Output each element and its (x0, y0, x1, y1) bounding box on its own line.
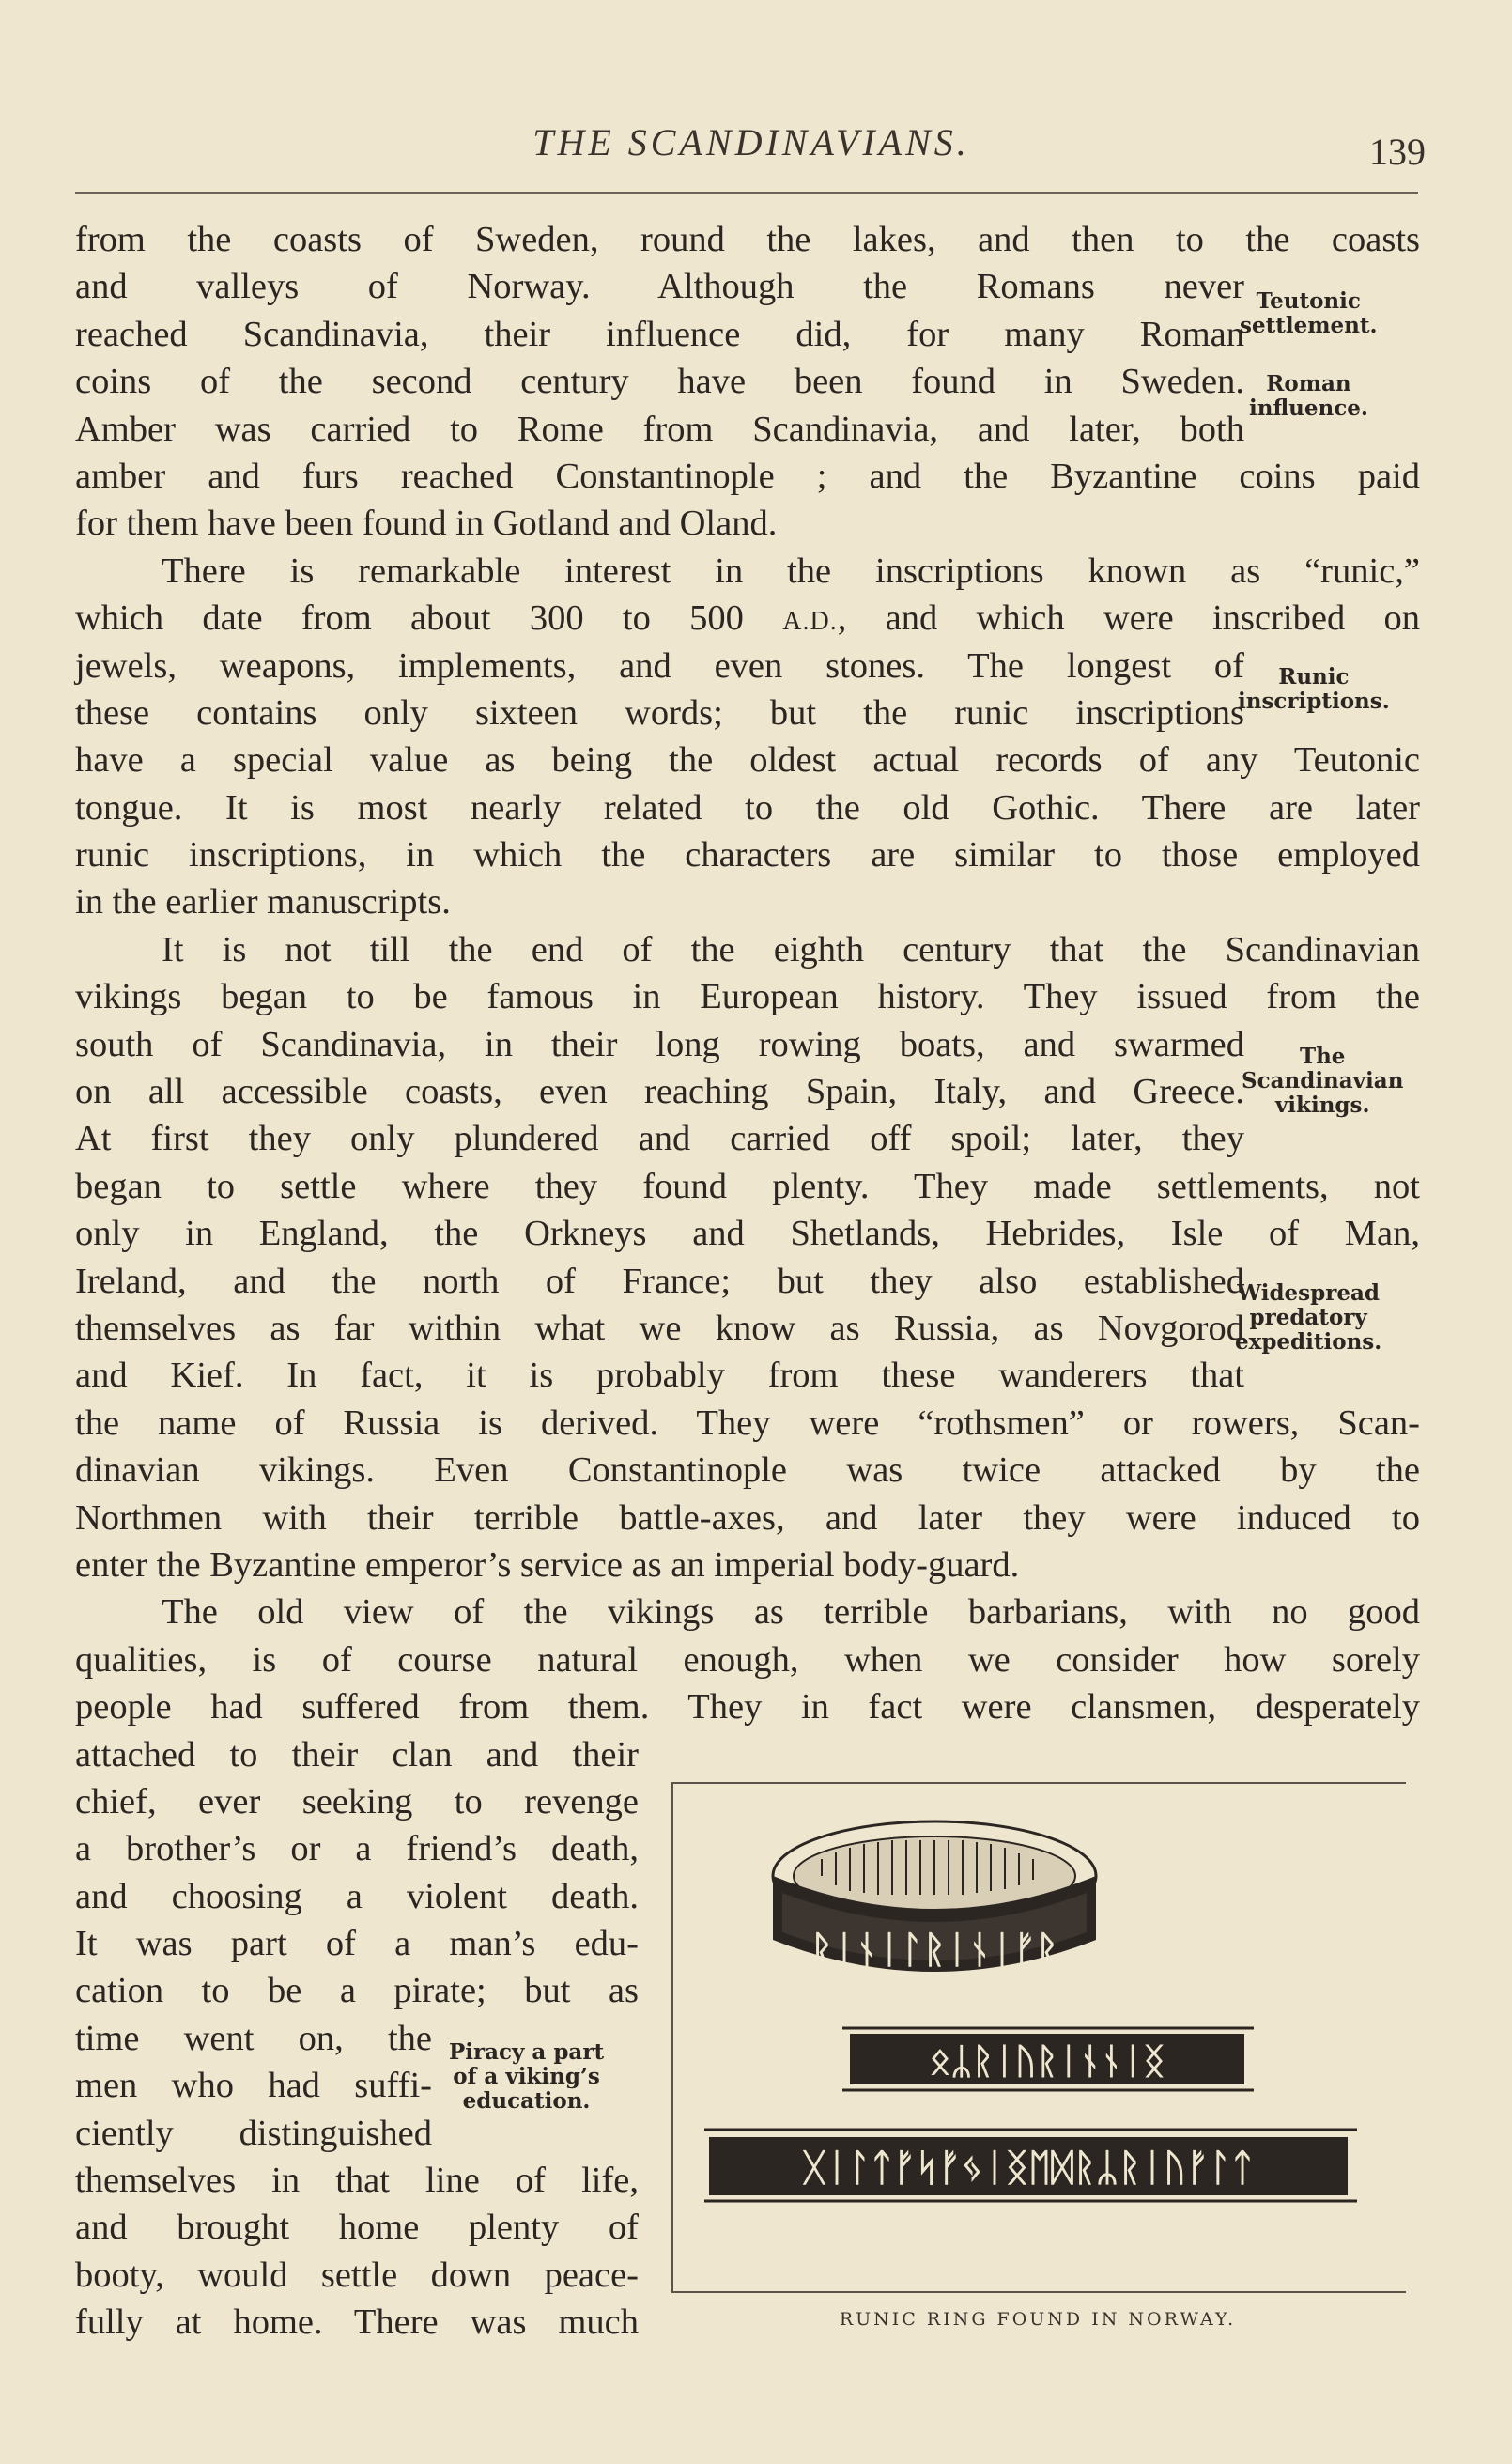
side-note-line: vikings. (1274, 1093, 1370, 1118)
body-line: dinavian vikings. Even Constantinople was twice attacked by the (75, 1450, 1420, 1491)
side-note-line: inscriptions. (1238, 689, 1390, 714)
body-line (75, 595, 1420, 642)
body-line: cation to be a pirate; but as (75, 1971, 639, 2011)
body-line: the name of Russia is derived. They were “rothsmen” or rowers, Scan- (75, 1402, 1420, 1443)
body-line: At first they only plundered and carried off spoil; later, they (75, 1119, 1244, 1159)
body-line: chief, ever seeking to revenge (75, 1781, 639, 1821)
body-line: There is remarkable interest in the inscriptions known as “runic,” (162, 550, 1420, 591)
side-note-line: education. (462, 2088, 591, 2114)
body-line: fully at home. There was much (75, 2302, 639, 2343)
running-title: THE SCANDINAVIANS. (532, 121, 970, 163)
side-note-line: Roman (1266, 371, 1351, 396)
side-note-line: Widespread (1237, 1280, 1380, 1306)
side-note-line: predatory (1249, 1305, 1367, 1330)
body-line: people had suffered from them. They in fact were clansmen, desperately (75, 1687, 1420, 1728)
header-rule (75, 192, 1418, 194)
body-line: these contains only sixteen words; but the runic inscriptions (75, 692, 1244, 733)
body-line: vikings began to be famous in European history. They issued from the (75, 977, 1420, 1017)
ring-band-runes: ᚱᛁᚾᛁᛚᚱᛁᚾᛁᚠᚱ (810, 1929, 1058, 1972)
side-note-line: settlement. (1240, 313, 1378, 338)
side-note-line: Teutonic (1256, 288, 1361, 314)
body-line: ciently distinguished (75, 2113, 432, 2153)
body-line: Northmen with their terrible battle-axes, and later they were induced to (75, 1497, 1420, 1538)
side-note-vikings (1242, 1045, 1403, 1118)
body-line: themselves in that line of life, (75, 2161, 639, 2201)
figure-caption: RUNIC RING FOUND IN NORWAY. (839, 2309, 1237, 2330)
body-line: and choosing a violent death. (75, 1876, 639, 1916)
ring-engraving (773, 1821, 1096, 1972)
side-note-line: Runic (1278, 664, 1350, 690)
body-line: men who had suffi- (75, 2066, 432, 2106)
body-line: enter the Byzantine emperor’s service as an imperial body-guard. (75, 1544, 1020, 1585)
body-line: have a special value as being the oldest actual records of any Teutonic (75, 740, 1420, 781)
body-line: Amber was carried to Rome from Scandinavia, and later, both (75, 409, 1244, 449)
body-line: jewels, weapons, implements, and even stones. The longest of (75, 645, 1244, 686)
page-number: 139 (1369, 131, 1426, 173)
runic-ring-illustration (671, 1782, 1404, 2289)
body-line: reached Scandinavia, their influence did, for many Roman (75, 314, 1244, 354)
body-line: for them have been found in Gotland and Oland. (75, 504, 778, 544)
side-note-roman (1249, 372, 1368, 421)
side-note-line: expeditions. (1235, 1329, 1382, 1355)
body-line: and brought home plenty of (75, 2208, 639, 2248)
body-line: from the coasts of Sweden, round the lakes, and then to the coasts (75, 220, 1420, 259)
body-line: time went on, the (75, 2018, 432, 2058)
small-caps-ad: A.D. (782, 607, 838, 637)
body-line: Ireland, and the north of France; but they also established (75, 1261, 1244, 1301)
body-line: south of Scandinavia, in their long rowing boats, and swarmed (75, 1024, 1244, 1064)
body-line: attached to their clan and their (75, 1734, 639, 1774)
side-note-line: Piracy a part (449, 2039, 605, 2065)
body-line: It was part of a man’s edu- (75, 1924, 639, 1964)
side-note-line: of a viking’s (453, 2064, 600, 2089)
body-line: began to settle where they found plenty. They made settlements, not (75, 1166, 1420, 1206)
body-line: and Kief. In fact, it is probably from these wanderers that (75, 1356, 1244, 1396)
rune-row-2 (704, 2130, 1357, 2201)
body-line: booty, would settle down peace- (75, 2255, 639, 2295)
side-note-runic (1238, 665, 1390, 714)
body-line: tongue. It is most nearly related to the old Gothic. There are later (75, 787, 1420, 828)
body-line: qualities, is of course natural enough, when we consider how sorely (75, 1639, 1420, 1680)
side-note-widespread (1235, 1281, 1381, 1355)
body-line: only in England, the Orkneys and Shetlands, Hebrides, Isle of Man, (75, 1214, 1420, 1254)
rune-row-2-text: ᚷᛁᛚᛏᚠᛋᚠᛃᛁᛝᛖᛞᚱᛦᚱᛁᚢᚠᛚᛏ (803, 2146, 1254, 2190)
side-note-line: influence. (1249, 395, 1368, 421)
body-line: on all accessible coasts, even reaching Spain, Italy, and Greece. (75, 1072, 1244, 1112)
side-note-line: Scandinavian (1242, 1068, 1404, 1093)
body-line: coins of the second century have been found in Sweden. (75, 362, 1244, 402)
body-line: amber and furs reached Constantinople ; and the Byzantine coins paid (75, 456, 1420, 496)
body-line: a brother’s or a friend’s death, (75, 1829, 639, 1869)
rune-row-1 (842, 2028, 1254, 2090)
body-line: and valleys of Norway. Although the Romans never (75, 267, 1244, 307)
body-line: It is not till the end of the eighth century that the Scandinavian (162, 929, 1420, 969)
side-note-teutonic (1240, 289, 1378, 338)
body-line-part: , and which were inscribed on (837, 598, 1421, 639)
side-note-line: The (1299, 1044, 1346, 1069)
body-line-part: which date from about 300 to 500 (75, 598, 744, 639)
body-line: themselves as far within what we know as Russia, as Novgorod (75, 1308, 1244, 1348)
body-line: The old view of the vikings as terrible barbarians, with no good (162, 1592, 1420, 1633)
body-line: in the earlier manuscripts. (75, 882, 451, 922)
body-line: runic inscriptions, in which the characters are similar to those employed (75, 835, 1420, 876)
side-note-piracy (449, 2040, 604, 2114)
rune-row-1-text: ᛟᛦᚱᛁᚢᚱᛁᚾᚾᛁᛝ (929, 2040, 1165, 2082)
